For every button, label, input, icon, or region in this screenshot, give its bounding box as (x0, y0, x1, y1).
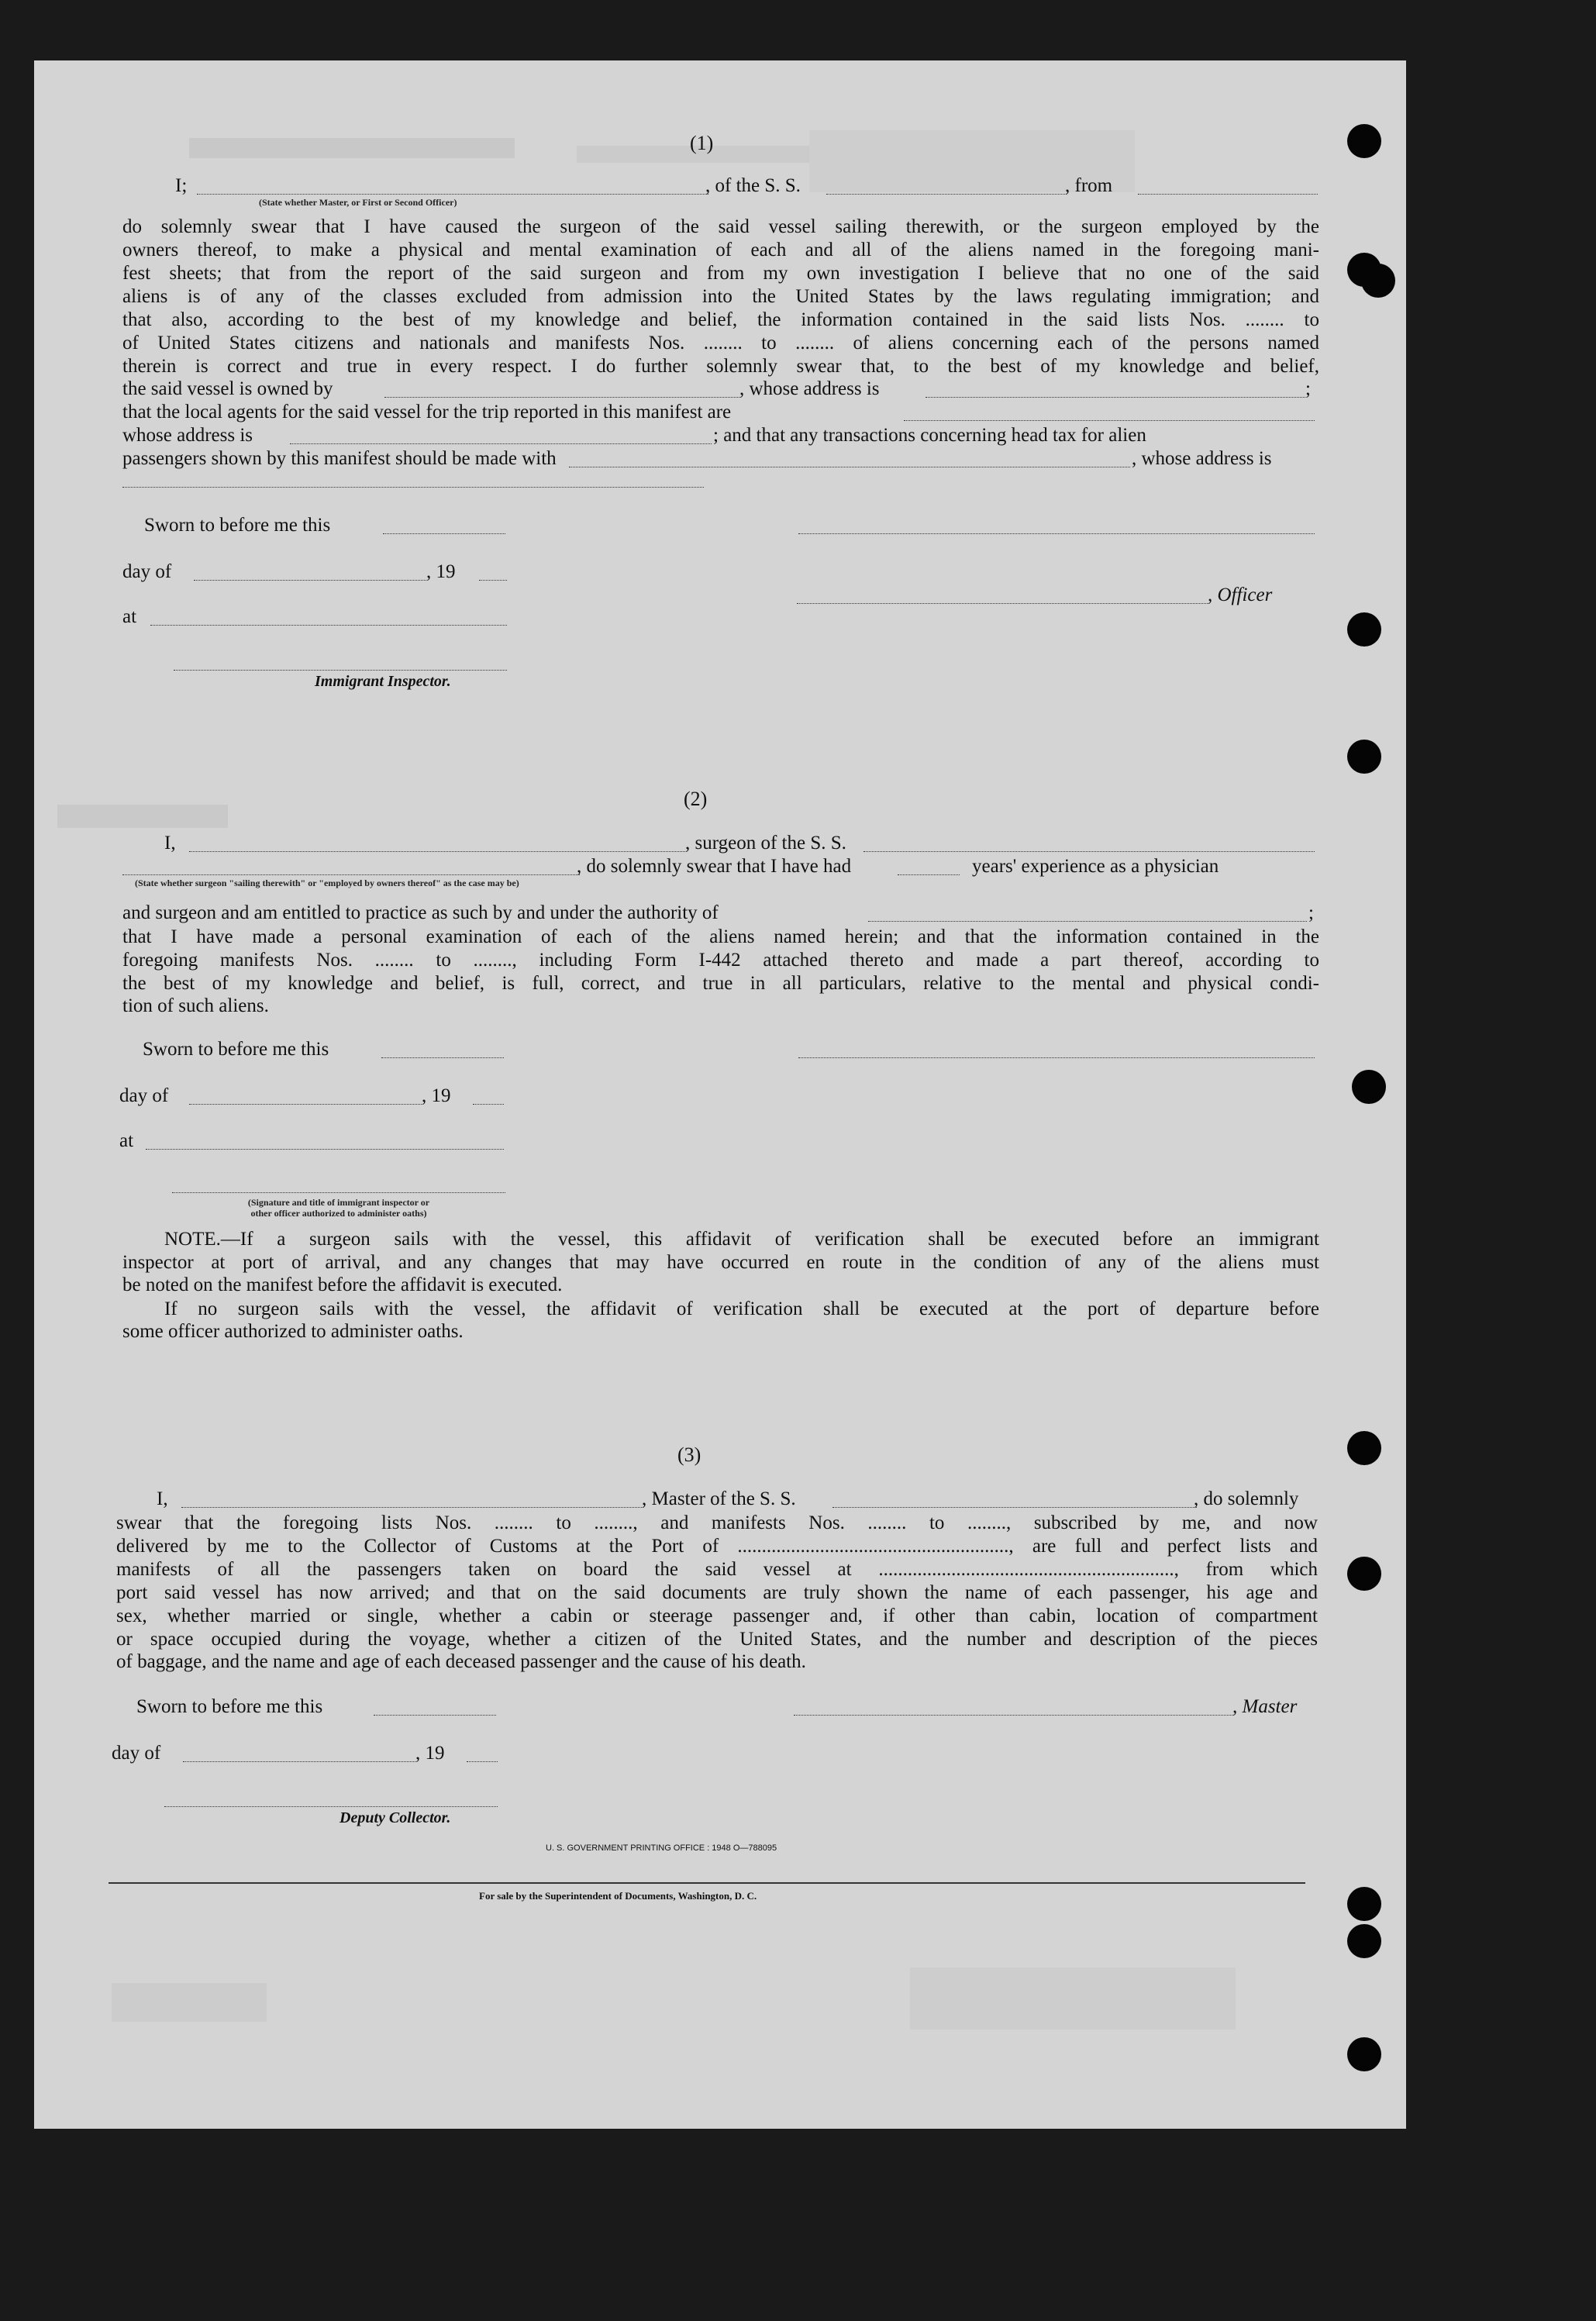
gpo-imprint: U. S. GOVERNMENT PRINTING OFFICE : 1948 O—788095 (546, 1843, 777, 1853)
section-2-last-line: tion of such aliens. (122, 995, 269, 1016)
footer-rule (109, 1882, 1305, 1884)
bleed-through (57, 805, 228, 828)
deputy-signature-line (164, 1806, 498, 1807)
do-solemnly-label: , do solemnly swear that I have had (577, 856, 852, 877)
sworn-label-1: Sworn to before me this (144, 515, 331, 536)
punch-hole (1347, 124, 1381, 158)
day-of-label-2: day of (119, 1085, 169, 1106)
owner-address-line (926, 397, 1305, 398)
deputy-label: Deputy Collector. (340, 1809, 451, 1826)
authority-line (868, 921, 1307, 922)
years-experience-label: years' experience as a physician (972, 856, 1219, 877)
officer-line (197, 194, 708, 195)
from-label: , from (1065, 175, 1113, 196)
note2-last-line: some officer authorized to administer oaths. (122, 1321, 464, 1342)
officer-signature-line (797, 603, 1209, 604)
master-signature-line (794, 1715, 1234, 1716)
year-line-3 (467, 1761, 498, 1762)
section-2-number: (2) (684, 788, 708, 810)
section-3-body: swear that the foregoing lists Nos. ........ to ........, and manifests Nos. ........ to ........, subscribed by me, and now delivered by me to the Collector of Customs at the Port of ........................................................, are full and perfect lists and manifests of all the passengers taken on board the said vessel at ............................................................., from which port said vessel has now arrived; and that on the said documents are truly shown the name of each passenger, his age and sex, whether married or single, whether a cabin or steerage passenger and, if other than cabin, location of compartment or space occupied during the voyage, whether a citizen of the United States, and the number and description of the pieces (116, 1512, 1318, 1650)
surgeon-note: (State whether surgeon "sailing therewith" or "employed by owners thereof" as the case may be) (135, 878, 519, 888)
owned-by-label: the said vessel is owned by (122, 378, 333, 399)
section-1-body: do solemnly swear that I have caused the surgeon of the said vessel sailing therewith, or the surgeon employed by the owners thereof, to make a physical and mental examination of each and all of the aliens named in the foregoing mani- fest sheets; that from the report of the said surgeon and from my own investigation I believe that no one of the said aliens is of any of the classes excluded from admission into the United States by the laws regulating immigration; and that also, according to the best of my knowledge and belief, the information contained in the said lists Nos. ........ to of United States citizens and nationals and manifests Nos. ........ to ........ of aliens concerning each of the persons named therein is correct and true in every respect. I do further solemnly swear that, to the best of my knowledge and belief, (122, 216, 1319, 377)
passengers-shown-label: passengers shown by this manifest should be made with (122, 448, 557, 469)
section-2-intro: I, (164, 833, 176, 854)
day-line-2 (189, 1104, 422, 1105)
day-line-3 (183, 1761, 415, 1762)
head-tax-text: ; and that any transactions concerning head tax for alien (713, 425, 1146, 446)
bleed-through (189, 138, 515, 158)
punch-hole (1347, 1557, 1381, 1591)
master-of-label: , Master of the S. S. (642, 1488, 796, 1509)
officer-note: (State whether Master, or First or Second Officer) (259, 197, 457, 208)
ss-line (826, 194, 1067, 195)
of-ss-label: , of the S. S. (705, 175, 801, 196)
form-page (34, 60, 1406, 2129)
master-label: , Master (1232, 1696, 1298, 1717)
at-line-2 (146, 1149, 504, 1150)
officer-label: , Officer (1208, 585, 1273, 605)
year-line-1 (479, 580, 507, 581)
inspector-signature-line-1 (174, 670, 507, 671)
day-of-label-1: day of (122, 561, 172, 582)
sworn-line-3 (374, 1715, 496, 1716)
punch-hole (1347, 2037, 1381, 2071)
year-label-2: , 19 (422, 1085, 451, 1106)
semicolon: ; (1305, 378, 1311, 399)
signature-line-2 (798, 1057, 1315, 1058)
bleed-through (910, 1968, 1236, 2030)
whose-address-label: , whose address is (739, 378, 880, 399)
surgeon-of-label: , surgeon of the S. S. (685, 833, 846, 854)
day-line-1 (194, 580, 426, 581)
surgeon-status-line (122, 874, 580, 875)
owner-line (384, 397, 741, 398)
section-3-intro: I, (157, 1488, 168, 1509)
sworn-line-2 (381, 1057, 504, 1058)
years-line (898, 874, 960, 875)
sworn-line-1 (383, 533, 505, 534)
day-of-label-3: day of (112, 1743, 161, 1764)
sworn-label-2: Sworn to before me this (143, 1039, 329, 1060)
at-label-1: at (122, 606, 137, 627)
surgeon-name-line (189, 851, 685, 852)
signature-note-2: other officer authorized to administer oaths) (250, 1208, 427, 1219)
for-sale-note: For sale by the Superintendent of Documents, Washington, D. C. (479, 1890, 757, 1902)
officer-signature-line-top (798, 533, 1315, 534)
signature-note-1: (Signature and title of immigrant inspector or (247, 1197, 430, 1208)
note-paragraph: NOTE.—If a surgeon sails with the vessel, this affidavit of verification shall be executed before an immigrant inspector at port of arrival, and any changes that may have occurred en route in the condition of any of the aliens must (122, 1229, 1319, 1273)
master-ss-line (832, 1507, 1197, 1508)
note2-paragraph: If no surgeon sails with the vessel, the affidavit of verification shall be executed at the port of departure before (164, 1298, 1319, 1319)
year-label-1: , 19 (426, 561, 456, 582)
punch-hole (1347, 1431, 1381, 1465)
punch-hole (1347, 1887, 1381, 1921)
semicolon: ; (1308, 902, 1314, 923)
section-3-last-line: of baggage, and the name and age of each deceased passenger and the cause of his death. (116, 1651, 806, 1672)
section-2-body: that I have made a personal examination of each of the aliens named herein; and that the information contained in the foregoing manifests Nos. ........ to ........, including Form I-442 attached thereto and made a part thereof, according to the best of my knowledge and belief, is full, correct, and true in all particulars, relative to the mental and physical condi- (122, 926, 1319, 994)
punch-hole (1347, 612, 1381, 647)
section-3-number: (3) (677, 1443, 701, 1466)
whose-address-label-3: , whose address is (1132, 448, 1272, 469)
sworn-label-3: Sworn to before me this (136, 1696, 323, 1717)
punch-hole (1361, 264, 1395, 298)
master-name-line (181, 1507, 643, 1508)
punch-hole (1347, 1924, 1381, 1958)
note-last-line: be noted on the manifest before the affidavit is executed. (122, 1274, 563, 1295)
do-solemnly-3: , do solemnly (1194, 1488, 1299, 1509)
from-line (1138, 194, 1318, 195)
bleed-through (112, 1983, 267, 2022)
section-1-intro: I; (175, 175, 188, 196)
punch-hole (1347, 740, 1381, 774)
head-tax-address-line (122, 487, 704, 488)
year-label-3: , 19 (415, 1743, 445, 1764)
inspector-signature-line-2 (172, 1192, 505, 1193)
punch-hole (1352, 1070, 1386, 1104)
section-1-number: (1) (690, 132, 714, 154)
agents-address-line (290, 443, 712, 444)
at-line-1 (150, 625, 507, 626)
local-agents-label: that the local agents for the said vessel for the trip reported in this manifest are (122, 402, 732, 422)
inspector-label: Immigrant Inspector. (315, 673, 451, 690)
agents-line (904, 420, 1315, 421)
year-line-2 (473, 1104, 504, 1105)
authority-label: and surgeon and am entitled to practice as such by and under the authority of (122, 902, 719, 923)
at-label-2: at (119, 1130, 134, 1151)
agents-address-label: whose address is (122, 425, 253, 446)
surgeon-ss-line (863, 851, 1315, 852)
